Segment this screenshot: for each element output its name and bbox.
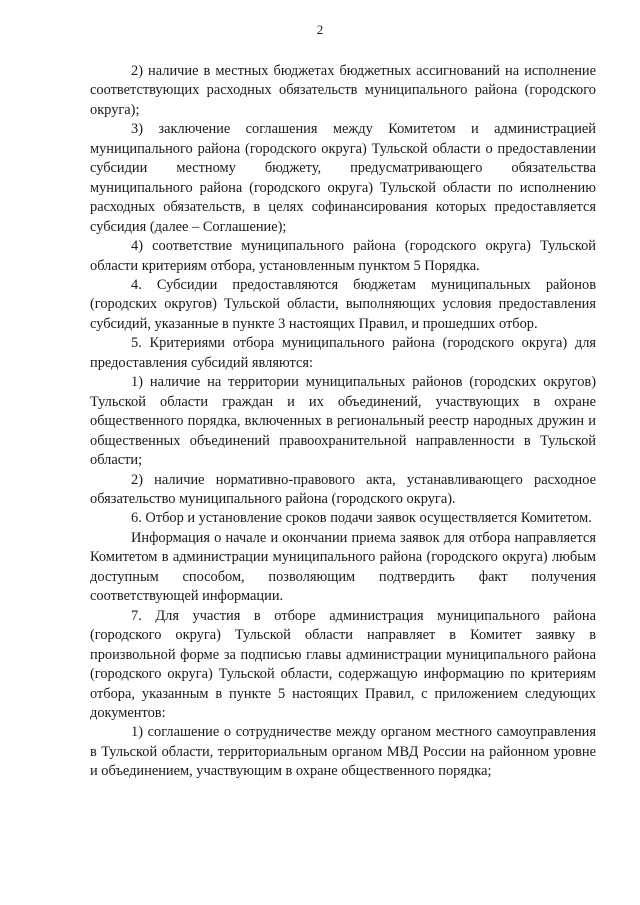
paragraph-criterion-2: 2) наличие нормативно-правового акта, устанавливающего расходное обязательство муниципального района (городского округа). (90, 471, 596, 507)
paragraph-section-7: 7. Для участия в отборе администрация муниципального района (городского округа) Тульской области направляет в Комитет заявку в произвольной форме за подписью главы администрации муниципального района (городского округа) Тульской области, содержащую информацию по критериям отбора, указанным в пункте 5 настоящих Правил, с приложением следующих документов: (90, 607, 596, 721)
paragraph-information: Информация о начале и окончании приема заявок для отбора направляется Комитетом в администрации муниципального района (городского округа) любым доступным способом, позволяющим подтвердить факт получения соответствующей информации. (90, 529, 596, 605)
paragraph-condition-2: 2) наличие в местных бюджетах бюджетных ассигнований на исполнение соответствующих расходных обязательств муниципального района (городского округа); (90, 63, 596, 118)
paragraph-condition-3: 3) заключение соглашения между Комитетом и администрацией муниципального района (городского округа) Тульской области о предоставлении субсидии местному бюджету, предусматривающего обязательства муниципального района (городского округа) Тульской области по исполнению расходных обязательств, в целях софинансирования которых предоставляется субсидия (далее – Соглашение); (90, 121, 596, 235)
paragraph-criterion-1: 1) наличие на территории муниципальных районов (городских округов) Тульской области граждан и их объединений, участвующих в охране общественного порядка, включенных в региональный реестр народных дружин и общественных объединений правоохранительной направленности в Тульской области; (90, 374, 596, 469)
paragraph-document-1: 1) соглашение о сотрудничестве между органом местного самоуправления в Тульской области, территориальным органом МВД России на районном уровне и объединением, участвующим в охране общественного порядка; (90, 724, 596, 780)
paragraph-section-5: 5. Критериями отбора муниципального района (городского округа) для предоставления субсидий являются: (90, 335, 596, 371)
paragraph-section-4: 4. Субсидии предоставляются бюджетам муниципальных районов (городских округов) Тульской области, выполняющих условия предоставления субсидий, указанные в пункте 3 настоящих Правил, и прошедших отбор. (90, 276, 596, 332)
document-body (90, 62, 596, 782)
paragraph-section-6: 6. Отбор и установление сроков подачи заявок осуществляется Комитетом. (131, 510, 592, 527)
page-number: 2 (316, 22, 324, 37)
paragraph-condition-4: 4) соответствие муниципального района (городского округа) Тульской области критериям отбора, установленным пунктом 5 Порядка. (90, 238, 596, 274)
